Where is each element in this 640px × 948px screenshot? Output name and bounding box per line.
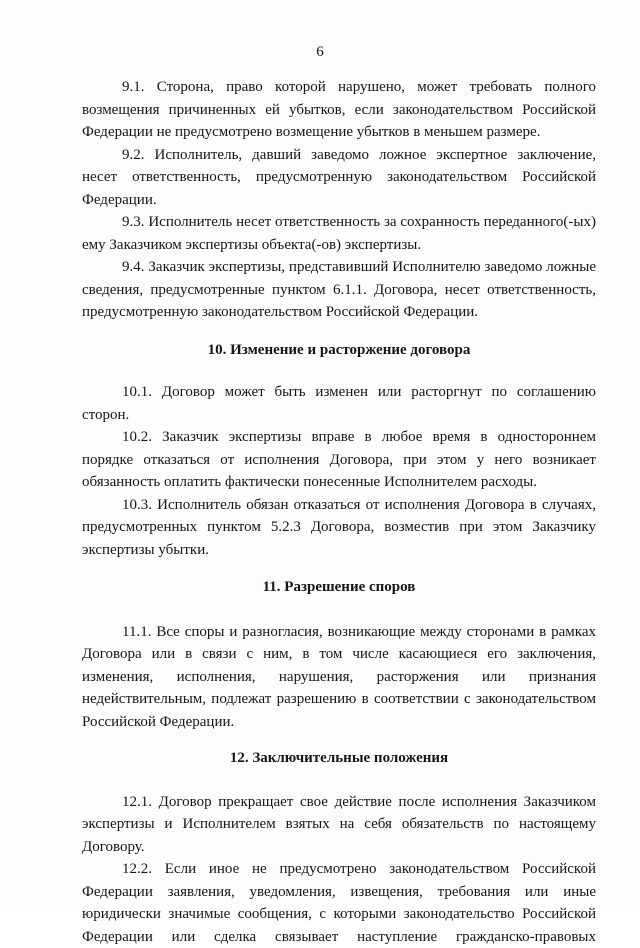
page-number: 6 <box>316 44 324 60</box>
paragraph-10-1: 10.1. Договор может быть изменен или расторгнут по соглашению сторон. <box>82 384 596 423</box>
paragraph-10-2: 10.2. Заказчик экспертизы вправе в любое время в одностороннем порядке отказаться от исполнения Договора, при этом у него возникает обязанность оплатить фактически понесенные Исполнителем расходы. <box>82 429 596 490</box>
paragraph-9-1: 9.1. Сторона, право которой нарушено, может требовать полного возмещения причиненных ей убытков, если законодательством Российской Федерации не предусмотрено возмещение убытков в меньшем размере. <box>82 79 596 140</box>
paragraph-9-4: 9.4. Заказчик экспертизы, представивший Исполнителю заведомо ложные сведения, предусмотренные пунктом 6.1.1. Договора, несет ответственность, предусмотренную законодательством Российской Федерации. <box>82 259 596 320</box>
section-11-heading: 11. Разрешение споров <box>262 579 416 595</box>
paragraph-12-2: 12.2. Если иное не предусмотрено законодательством Российской Федерации заявления, уведомления, извещения, требования или иные юридически значимые сообщения, с которыми законодательство Российской Федерации или сделка связывает наступление гражданско-правовых <box>82 861 596 945</box>
paragraph-9-3: 9.3. Исполнитель несет ответственность за сохранность переданного(-ых) ему Заказчиком экспертизы объекта(-ов) экспертизы. <box>82 214 596 253</box>
section-12-heading: 12. Заключительные положения <box>229 750 449 766</box>
paragraph-12-1: 12.1. Договор прекращает свое действие после исполнения Заказчиком экспертизы и Исполнителем взятых на себя обязательств по настоящему Договору. <box>82 793 596 855</box>
paragraph-9-2: 9.2. Исполнитель, давший заведомо ложное экспертное заключение, несет ответственность, предусмотренную законодательством Российской Федерации. <box>82 146 596 208</box>
document-body <box>82 76 596 948</box>
section-10-heading: 10. Изменение и расторжение договора <box>207 341 471 358</box>
paragraph-10-3: 10.3. Исполнитель обязан отказаться от исполнения Договора в случаях, предусмотренных пунктом 5.2.3 Договора, возместив при этом Заказчику экспертизы убытки. <box>82 496 596 558</box>
paragraph-11-1: 11.1. Все споры и разногласия, возникающие между сторонами в рамках Договора или в связи с ним, в том числе касающиеся его заключения, изменения, исполнения, нарушения, расторжения или признания недействительным, подлежат разрешению в соответствии с законодательством Российской Федерации. <box>82 623 596 730</box>
